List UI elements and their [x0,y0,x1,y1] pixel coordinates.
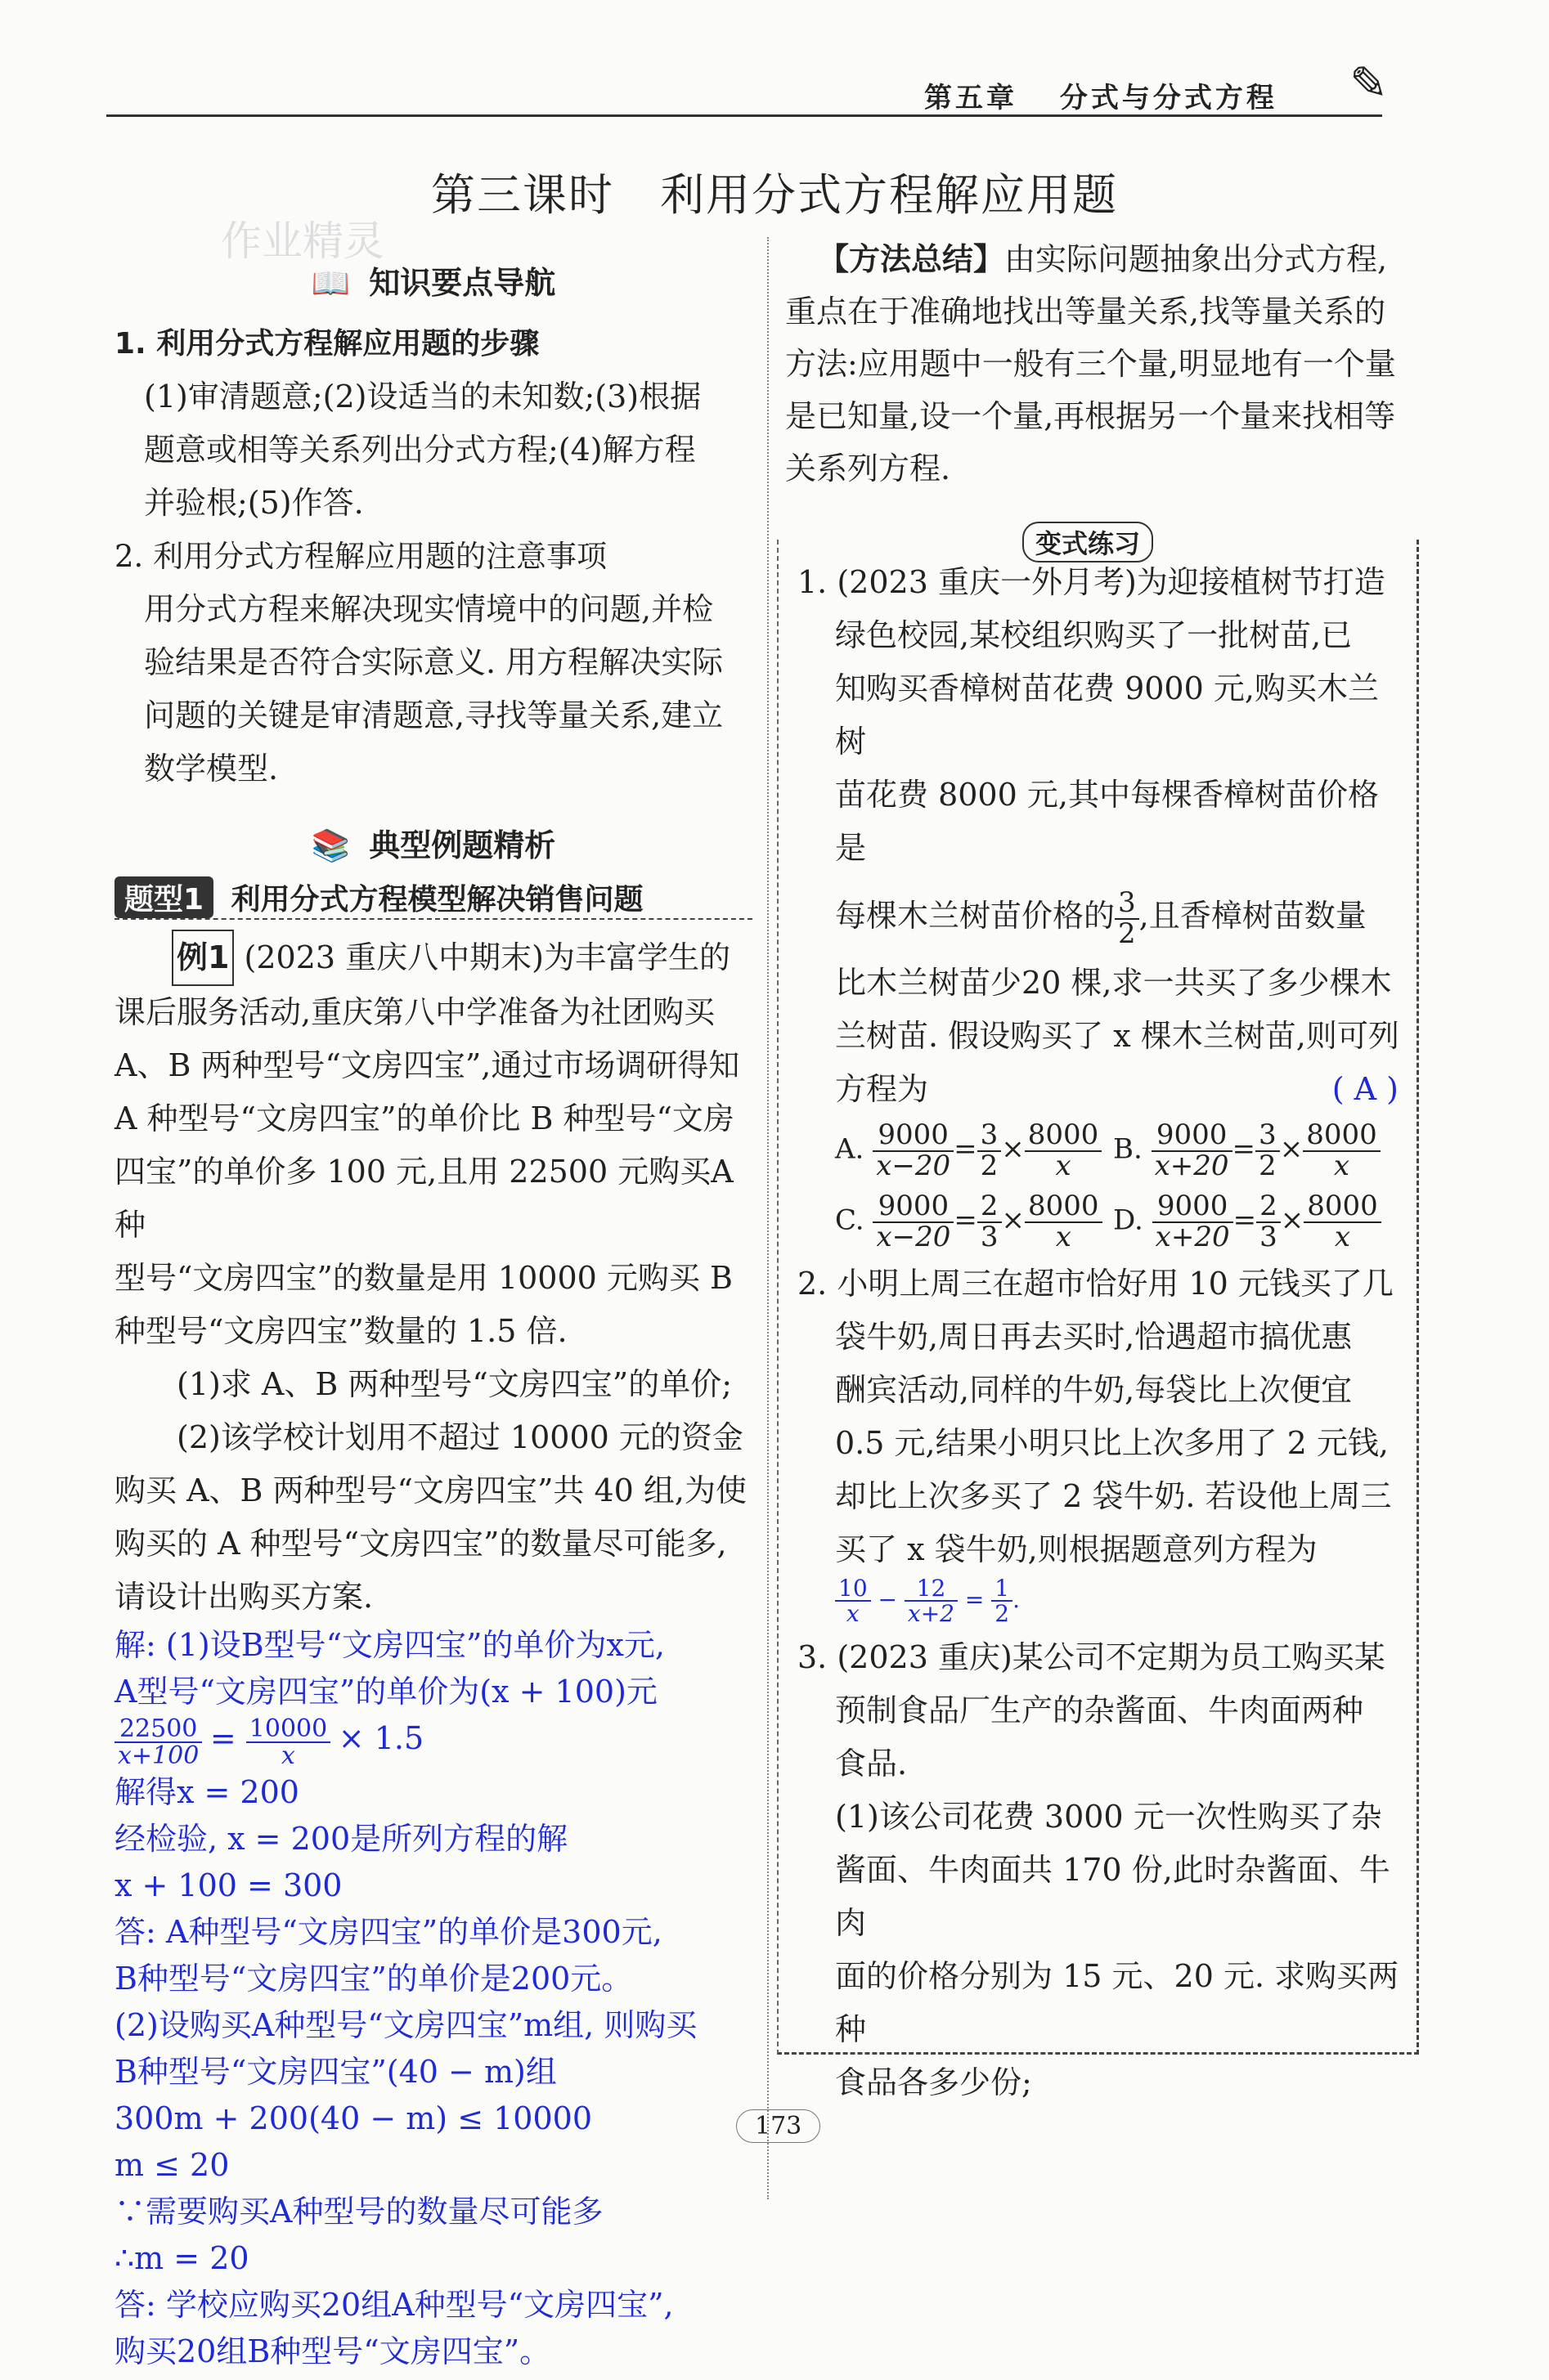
knowledge-item2-body [114,583,752,796]
fraction-numerator: 8000 [1025,1121,1102,1152]
text-line: 并验根;(5)作答. [144,485,364,521]
page-title: 第三课时 利用分式方程解应用题 [431,169,1118,221]
text-line: 是已知量,设一个量,再根据另一个量来找相等 [785,398,1396,434]
section-heading-text: 典型例题精析 [369,827,556,863]
fraction-numerator: 9000 [1152,1121,1232,1152]
text-line: 买了 x 袋牛奶,则根据题意列方程为 [835,1531,1318,1567]
answer-choice: ( A ) [1331,1071,1399,1107]
text-line: 验结果是否符合实际意义. 用方程解决实际 [144,644,724,680]
fraction-numerator: 3 [1255,1121,1280,1152]
equation-tail: × 1.5 [338,1720,424,1756]
fraction-denominator: x [846,1600,860,1628]
fraction-denominator: x [1334,1221,1351,1254]
chapter-header [924,75,1277,115]
option-label: B. [1113,1132,1143,1166]
solution-line: A型号“文房四宝”的单价为(x + 100)元 [114,1674,658,1710]
section-heading-text: 知识要点导航 [369,265,556,301]
solution-line: ∵需要购买A种型号的数量尽可能多 [114,2193,604,2230]
fraction-numerator: 2 [1256,1192,1281,1223]
fraction-denominator: 2 [980,1149,999,1182]
solution-line: 解: (1)设B型号“文房四宝”的单价为x元, [114,1627,665,1663]
text-line: 知购买香樟树苗花费 9000 元,购买木兰树 [835,670,1379,760]
text-line: 四宝”的单价多 100 元,且用 22500 元购买A 种 [114,1154,734,1243]
text-line: 食品各多少份; [835,2064,1032,2100]
solution-equation: $\frac{22500}{x+100}$ = $\frac{10000}{x}$ × 1.5 [114,1715,752,1769]
type-heading [114,876,752,920]
text-line: 数学模型. [144,751,279,787]
option-label: D. [1113,1204,1143,1238]
text-line: 却比上次多买了 2 袋牛奶. 若设他上周三 [835,1477,1392,1514]
book-icon: 📖 [311,265,351,301]
fraction-denominator: x+20 [1155,1221,1230,1254]
solution-line: 300m + 200(40 − m) ≤ 10000 [114,2100,593,2136]
type-title: 利用分式方程模型解决销售问题 [231,883,644,917]
fraction-denominator: x [281,1741,295,1770]
knowledge-item1-title: 1. 利用分式方程解应用题的步骤 [114,327,540,361]
watermark: 作业精灵 [221,217,384,265]
fraction-numerator: 2 [977,1192,1002,1223]
solution-line: 经检验, x = 200是所列方程的解 [114,1820,568,1857]
text-line: 酱面、牛肉面共 170 份,此时杂酱面、牛肉 [835,1851,1390,1941]
fraction-denominator: 3 [1259,1221,1277,1254]
option-b: B. $\frac{9000}{x+20}$ = $\frac{3}{2}$ × $\frac{8000}{x}$ [1113,1121,1391,1181]
text-line: 食品. [835,1745,908,1782]
fraction-denominator: 2 [995,1600,1010,1628]
text-line: 题意或相等关系列出分式方程;(4)解方程 [144,432,696,468]
handwritten-solution [114,1622,752,2375]
solution-line: 答: A种型号“文房四宝”的单价是300元, [114,1913,662,1950]
type-tag: 题型1 [114,876,213,918]
text-line: 比木兰树苗少20 棵,求一共买了多少棵木 [835,965,1392,1001]
solution-line: m ≤ 20 [114,2146,230,2183]
example-tag: 例1 [172,930,234,986]
left-column [114,258,752,2375]
fraction-denominator: x [1333,1149,1350,1182]
text-fragment: 方程为 [835,1071,929,1107]
knowledge-item2-title: 2. 利用分式方程解应用题的注意事项 [114,539,608,574]
fraction-denominator: x+100 [118,1741,200,1770]
text-line: 课后服务活动,重庆第八中学准备为社团购买 [114,994,716,1030]
text-line: 面的价格分别为 15 元、20 元. 求购买两种 [835,1957,1399,2047]
text-line: (1)该公司花费 3000 元一次性购买了杂 [835,1798,1382,1835]
fraction-numerator: 10000 [246,1716,330,1744]
text-line: 方法:应用题中一般有三个量,明显地有一个量 [785,346,1396,382]
fraction-numerator: 8000 [1303,1121,1381,1152]
text-line: (2)该学校计划用不超过 10000 元的资金 [177,1419,743,1455]
fraction-numerator: 3 [1115,889,1139,920]
text-line: 预制食品厂生产的杂酱面、牛肉面两种 [835,1692,1364,1728]
text-line: 重点在于准确地找出等量关系,找等量关系的 [785,294,1386,329]
text-line: 2. 小明上周三在超市恰好用 10 元钱买了几 [797,1265,1394,1302]
solution-line: B种型号“文房四宝”的单价是200元。 [114,1960,633,1997]
text-line: 请设计出购买方案. [114,1579,374,1615]
fraction-denominator: x−20 [876,1149,951,1182]
text-line: 型号“文房四宝”的数量是用 10000 元购买 B [114,1260,733,1296]
text-line: (1)审清题意;(2)设适当的未知数;(3)根据 [144,379,702,415]
fraction-denominator: x [1055,1149,1071,1182]
fraction-numerator: 22500 [114,1716,202,1744]
text-line: 由实际问题抽象出分式方程, [1004,241,1388,277]
fraction-denominator: 2 [1259,1149,1277,1182]
text-line: (2023 重庆八中期末)为丰富学生的 [244,939,730,975]
options-grid [797,1118,1407,1254]
option-a: A. $\frac{9000}{x-20}$ = $\frac{3}{2}$ × $\frac{8000}{x}$ [835,1121,1113,1181]
text-line: A 种型号“文房四宝”的单价比 B 种型号“文房 [114,1100,734,1136]
page-number: 173 [736,2109,820,2143]
practice-questions [797,556,1407,2109]
text-line: 0.5 元,结果小明只比上次多用了 2 元钱, [835,1424,1390,1461]
column-divider [767,237,769,2199]
chapter-label: 第五章 [924,82,1017,114]
knowledge-item1-body [114,370,752,530]
practice-heading: 变式练习 [1022,522,1153,563]
fraction-numerator: 1 [991,1576,1012,1602]
solution-line: 购买20组B种型号“文房四宝”。 [114,2333,551,2369]
question-1 [797,556,1407,1253]
text-fragment: 每棵木兰树苗价格的 [835,898,1116,934]
fraction-denominator: x−20 [876,1221,951,1254]
fraction-denominator: x+2 [907,1600,954,1628]
fraction-numerator: 9000 [873,1192,954,1223]
solution-line: ∴m = 20 [114,2239,249,2276]
text-line: 兰树苗. 假设购买了 x 棵木兰树苗,则可列 [835,1018,1399,1054]
example-1 [114,930,752,1624]
solution-line: x + 100 = 300 [114,1867,343,1903]
fraction-numerator: 9000 [873,1121,954,1152]
fraction-numerator: 9000 [1152,1192,1233,1223]
text-line: 用分式方程来解决现实情境中的问题,并检 [144,591,714,627]
fraction-numerator: 3 [977,1121,1002,1152]
solution-line: (2)设购买A种型号“文房四宝”m组, 则购买 [114,2006,698,2043]
text-line: 购买的 A 种型号“文房四宝”的数量尽可能多, [114,1526,727,1562]
text-fragment: ,且香樟树苗数量 [1138,898,1367,934]
question-2 [797,1257,1407,1626]
text-line: 酬宾活动,同样的牛奶,每袋比上次便宜 [835,1371,1353,1408]
text-line: 1. (2023 重庆一外月考)为迎接植树节打造 [797,564,1385,600]
option-label: C. [835,1204,864,1238]
chapter-subject: 分式与分式方程 [1059,82,1277,114]
text-line [797,875,1407,957]
fraction-numerator: 8000 [1025,1192,1102,1223]
text-line: 3. (2023 重庆)某公司不定期为员工购买某 [797,1638,1385,1675]
fraction-denominator: x+20 [1154,1149,1229,1182]
solution-line: 答: 学校应购买20组A种型号“文房四宝”, [114,2286,674,2323]
text-line: 绿色校园,某校组织购买了一批树苗,已 [835,617,1353,653]
option-label: A. [835,1132,864,1166]
fraction-denominator: x [1055,1221,1071,1254]
text-line: 苗花费 8000 元,其中每棵香樟树苗价格是 [835,777,1379,866]
fraction-denominator: 3 [980,1221,999,1254]
option-c: C. $\frac{9000}{x-20}$ = $\frac{2}{3}$ × $\frac{8000}{x}$ [835,1192,1113,1252]
text-line: (1)求 A、B 两种型号“文房四宝”的单价; [177,1366,733,1402]
text-line: 关系列方程. [785,450,951,486]
fraction-numerator: 12 [905,1576,958,1602]
text-line: 问题的关键是审清题意,寻找等量关系,建立 [144,697,724,733]
text-line: A、B 两种型号“文房四宝”,通过市场调研得知 [114,1047,740,1083]
question-3 [797,1631,1407,2109]
section-heading-knowledge [114,258,752,303]
text-line: 种型号“文房四宝”数量的 1.5 倍. [114,1313,568,1349]
option-d: D. $\frac{9000}{x+20}$ = $\frac{2}{3}$ × $\frac{8000}{x}$ [1113,1192,1391,1252]
text-line: 袋牛奶,周日再去买时,恰遇超市搞优惠 [835,1318,1353,1355]
right-column [785,233,1415,495]
q2-answer: $\frac{10}{x}$ − $\frac{12}{x+2}$ = $\frac{1}{2}$ . [797,1576,1407,1626]
fraction-numerator: 8000 [1304,1192,1381,1223]
fraction-denominator: 2 [1118,917,1136,950]
text-line [797,1063,1407,1116]
solution-line: B种型号“文房四宝”(40 − m)组 [114,2053,557,2090]
section-heading-examples [114,820,752,865]
text-line: 购买 A、B 两种型号“文房四宝”共 40 组,为使 [114,1472,747,1508]
method-summary [785,233,1415,495]
header-rule [106,114,1382,117]
books-icon: 📚 [311,827,351,863]
method-label: 【方法总结】 [818,241,1005,277]
solution-line: 解得x = 200 [114,1773,299,1810]
fraction-numerator: 10 [835,1576,871,1602]
pen-icon: ✎ [1349,57,1388,110]
